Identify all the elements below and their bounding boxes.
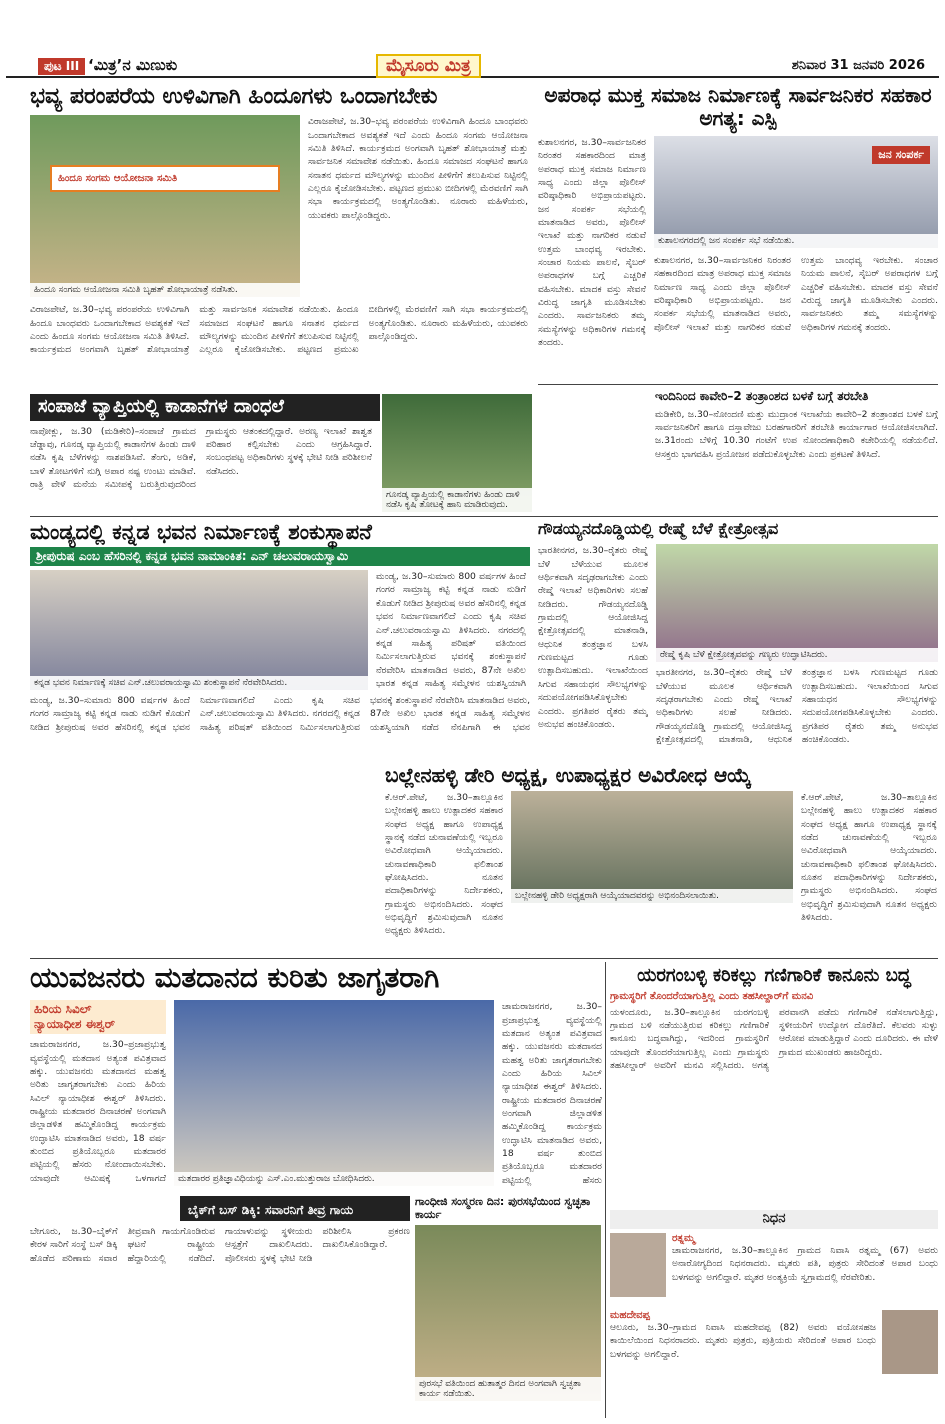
- body-text: ಚಾಮರಾಜನಗರ, ಜ.30–ಪ್ರಜಾಪ್ರಭುತ್ವ ವ್ಯವಸ್ಥೆಯಲ್ಲಿ ಮತದಾನ ಅತ್ಯಂತ ಪವಿತ್ರವಾದ ಹಕ್ಕು. ಯುವಜನರು ಮತದಾನದ ಮಹತ್ವ ಅರಿತು ಜಾಗೃತರಾಗಬೇಕು ಎಂದು ಹಿರಿಯ ಸಿವಿಲ್ ನ್ಯಾಯಾಧೀಶ ಈಶ್ವರ್ ತಿಳಿಸಿದರು. ರಾಷ್ಟ್ರೀಯ ಮತದಾರರ ದಿನಾಚರಣೆ ಅಂಗವಾಗಿ ಜಿಲ್ಲಾಡಳಿತ ಹಮ್ಮಿಕೊಂಡಿದ್ದ ಕಾರ್ಯಕ್ರಮ ಉದ್ಘಾಟಿಸಿ ಮಾತನಾಡಿದ ಅವರು, 18 ವರ್ಷ ತುಂಬಿದ ಪ್ರತಿಯೊಬ್ಬರೂ ಮತದಾರರ ಪಟ್ಟಿಯಲ್ಲಿ ಹೆಸರು ನೋಂದಾಯಿಸಬೇಕು. ಯಾವುದೇ ಆಮಿಷಕ್ಕೆ ಒಳಗಾಗದೆ: [30, 1039, 166, 1184]
- body-text-continued: ಚಾಮರಾಜನಗರ, ಜ.30–ಪ್ರಜಾಪ್ರಭುತ್ವ ವ್ಯವಸ್ಥೆಯಲ್ಲಿ ಮತದಾನ ಅತ್ಯಂತ ಪವಿತ್ರವಾದ ಹಕ್ಕು. ಯುವಜನರು ಮತದಾನದ ಮಹತ್ವ ಅರಿತು ಜಾಗೃತರಾಗಬೇಕು ಎಂದು ಹಿರಿಯ ಸಿವಿಲ್ ನ್ಯಾಯಾಧೀಶ ಈಶ್ವರ್ ತಿಳಿಸಿದರು. ರಾಷ್ಟ್ರೀಯ ಮತದಾರರ ದಿನಾಚರಣೆ ಅಂಗವಾಗಿ ಜಿಲ್ಲಾಡಳಿತ ಹಮ್ಮಿಕೊಂಡಿದ್ದ ಕಾರ್ಯಕ್ರಮ ಉದ್ಘಾಟಿಸಿ ಮಾತನಾಡಿದ ಅವರು, 18 ವರ್ಷ ತುಂಬಿದ ಪ್ರತಿಯೊಬ್ಬರೂ ಮತದಾರರ ಪಟ್ಟಿಯಲ್ಲಿ ಹೆಸರು: [502, 1001, 602, 1186]
- headline-box: [180, 1196, 410, 1221]
- body-text: ಬೇಗೂರು, ಜ.30–ಬೈಕ್‌ಗೆ ಕೇರಳ ಸಾರಿಗೆ ಸಂಸ್ಥೆ ಬಸ್ ಡಿಕ್ಕಿ ಹೊಡೆದ ಪರಿಣಾಮ ಸವಾರ ತೀವ್ರವಾಗಿ ಗಾಯಗೊಂಡಿರುವ ಘಟನೆ ರಾಷ್ಟ್ರೀಯ ಹೆದ್ದಾರಿಯಲ್ಲಿ ನಡೆದಿದೆ. ಗಾಯಾಳುವನ್ನು ಸ್ಥಳೀಯರು ಆಸ್ಪತ್ರೆಗೆ ದಾಖಲಿಸಿದರು. ಪೊಲೀಸರು ಸ್ಥಳಕ್ಕೆ ಭೇಟಿ ನೀಡಿ ಪರಿಶೀಲಿಸಿ ಪ್ರಕರಣ ದಾಖಲಿಸಿಕೊಂಡಿದ್ದಾರೆ.: [30, 1226, 410, 1264]
- body-text: ಮಡಿಕೇರಿ, ಜ.30–ನೋಂದಣಿ ಮತ್ತು ಮುದ್ರಾಂಕ ಇಲಾಖೆಯ ಕಾವೇರಿ–2 ತಂತ್ರಾಂಶದ ಬಳಕೆ ಬಗ್ಗೆ ಸಾರ್ವಜನಿಕರಿಗೆ ಹಾಗೂ ದಸ್ತಾವೇಜು ಬರಹಗಾರರಿಗೆ ತರಬೇತಿ ಕಾರ್ಯಾಗಾರ ಆಯೋಜಿಸಲಾಗಿದೆ. ಜ.31ರಂದು ಬೆಳಿಗ್ಗೆ 10.30 ಗಂಟೆಗೆ ಉಪ ನೋಂದಣಾಧಿಕಾರಿ ಕಚೇರಿಯಲ್ಲಿ ನಡೆಯಲಿದೆ. ಆಸಕ್ತರು ಭಾಗವಹಿಸಿ ಪ್ರಯೋಜನ ಪಡೆದುಕೊಳ್ಳಬೇಕು ಎಂದು ಪ್ರಕಟಣೆ ತಿಳಿಸಿದೆ.: [655, 408, 938, 460]
- photo: [656, 544, 938, 662]
- photo: [382, 394, 532, 512]
- obituary-name: ಮಹದೇವಪ್ಪ: [610, 1309, 650, 1321]
- obituary-heading: ನಿಧನ: [610, 1210, 938, 1229]
- body-text-continued: ಕುಶಾಲನಗರ, ಜ.30–ಸಾರ್ವಜನಿಕರ ನಿರಂತರ ಸಹಕಾರದಿಂದ ಮಾತ್ರ ಅಪರಾಧ ಮುಕ್ತ ಸಮಾಜ ನಿರ್ಮಾಣ ಸಾಧ್ಯ ಎಂದು ಜಿಲ್ಲಾ ಪೊಲೀಸ್ ವರಿಷ್ಠಾಧಿಕಾರಿ ಅಭಿಪ್ರಾಯಪಟ್ಟರು. ಜನ ಸಂಪರ್ಕ ಸಭೆಯಲ್ಲಿ ಮಾತನಾಡಿದ ಅವರು, ಪೊಲೀಸ್ ಇಲಾಖೆ ಮತ್ತು ನಾಗರಿಕರ ನಡುವೆ ಉತ್ತಮ ಬಾಂಧವ್ಯ ಇರಬೇಕು. ಸಂಚಾರ ನಿಯಮ ಪಾಲನೆ, ಸೈಬರ್ ಅಪರಾಧಗಳ ಬಗ್ಗೆ ಎಚ್ಚರಿಕೆ ವಹಿಸಬೇಕು. ಮಾದಕ ವಸ್ತು ಸೇವನೆ ವಿರುದ್ಧ ಜಾಗೃತಿ ಮೂಡಿಸಬೇಕು ಎಂದರು. ಸಾರ್ವಜನಿಕರು ತಮ್ಮ ಸಮಸ್ಯೆಗಳನ್ನು ಅಧಿಕಾರಿಗಳ ಗಮನಕ್ಕೆ ತಂದರು.: [654, 255, 938, 333]
- photo: [30, 115, 300, 297]
- photo-caption: ಪುರಸಭೆ ವತಿಯಿಂದ ಹುತಾತ್ಮರ ದಿನದ ಅಂಗವಾಗಿ ಸ್ವಚ್ಛತಾ ಕಾರ್ಯ ನಡೆಯಿತು.: [415, 1377, 601, 1401]
- kicker-line: ನ್ಯಾಯಾಧೀಶ ಈಶ್ವರ್: [34, 1017, 115, 1032]
- headline: ಯುವಜನರು ಮತದಾನದ ಕುರಿತು ಜಾಗೃತರಾಗಿ: [30, 962, 440, 994]
- story-crime-free-society: [538, 84, 938, 384]
- obituary-name: ರತ್ನಮ್ಮ: [672, 1232, 695, 1244]
- body-text: ಯಳಂದೂರು, ಜ.30–ತಾಲ್ಲೂಕಿನ ಯರಗಂಬಳ್ಳಿ ಗ್ರಾಮದ ಬಳಿ ನಡೆಯುತ್ತಿರುವ ಕರಿಕಲ್ಲು ಗಣಿಗಾರಿಕೆ ಕಾನೂನು ಬದ್ಧವಾಗಿದ್ದು, ಇದರಿಂದ ಗ್ರಾಮಸ್ಥರಿಗೆ ಯಾವುದೇ ತೊಂದರೆಯಾಗುತ್ತಿಲ್ಲ ಎಂದು ಗ್ರಾಮಸ್ಥರು ತಹಸೀಲ್ದಾರ್ ಅವರಿಗೆ ಮನವಿ ಸಲ್ಲಿಸಿದರು. ಅಗತ್ಯ ಪರವಾನಗಿ ಪಡೆದು ಗಣಿಗಾರಿಕೆ ನಡೆಸಲಾಗುತ್ತಿದ್ದು, ಸ್ಥಳೀಯರಿಗೆ ಉದ್ಯೋಗ ದೊರೆತಿದೆ. ಕೆಲವರು ಸುಳ್ಳು ಆರೋಪ ಮಾಡುತ್ತಿದ್ದಾರೆ ಎಂದು ದೂರಿದರು. ಈ ವೇಳೆ ಗ್ರಾಮದ ಮುಖಂಡರು ಹಾಜರಿದ್ದರು.: [610, 1006, 938, 1072]
- photo-caption: ಕನ್ನಡ ಭವನ ನಿರ್ಮಾಣಕ್ಕೆ ಸಚಿವ ಎನ್.ಚಲುವರಾಯಸ್ವಾಮಿ ಶಂಕುಸ್ಥಾಪನೆ ನೆರವೇರಿಸಿದರು.: [30, 676, 368, 690]
- obituary-section: [610, 1210, 938, 1418]
- story-elephant-menace: [30, 394, 650, 514]
- headline: ಸಂಪಾಜೆ ವ್ಯಾಪ್ತಿಯಲ್ಲಿ ಕಾಡಾನೆಗಳ ದಾಂಧಲೆ: [38, 396, 284, 417]
- story-kannada-bhavana: [30, 520, 530, 760]
- photo-caption: ಮತದಾರರ ಪ್ರತಿಜ್ಞಾವಿಧಿಯನ್ನು ಎಸ್.ಎಂ.ಮುತ್ತುರಾಜ ಬೋಧಿಸಿದರು.: [174, 1172, 494, 1186]
- photo-caption: ರೇಷ್ಮೆ ಕೃಷಿ ಬೆಳೆ ಕ್ಷೇತ್ರೋತ್ಸವವನ್ನು ಗಣ್ಯರು ಉದ್ಘಾಟಿಸಿದರು.: [656, 648, 938, 662]
- body-text: ಕುಶಾಲನಗರ, ಜ.30–ಸಾರ್ವಜನಿಕರ ನಿರಂತರ ಸಹಕಾರದಿಂದ ಮಾತ್ರ ಅಪರಾಧ ಮುಕ್ತ ಸಮಾಜ ನಿರ್ಮಾಣ ಸಾಧ್ಯ ಎಂದು ಜಿಲ್ಲಾ ಪೊಲೀಸ್ ವರಿಷ್ಠಾಧಿಕಾರಿ ಅಭಿಪ್ರಾಯಪಟ್ಟರು. ಜನ ಸಂಪರ್ಕ ಸಭೆಯಲ್ಲಿ ಮಾತನಾಡಿದ ಅವರು, ಪೊಲೀಸ್ ಇಲಾಖೆ ಮತ್ತು ನಾಗರಿಕರ ನಡುವೆ ಉತ್ತಮ ಬಾಂಧವ್ಯ ಇರಬೇಕು. ಸಂಚಾರ ನಿಯಮ ಪಾಲನೆ, ಸೈಬರ್ ಅಪರಾಧಗಳ ಬಗ್ಗೆ ಎಚ್ಚರಿಕೆ ವಹಿಸಬೇಕು. ಮಾದಕ ವಸ್ತು ಸೇವನೆ ವಿರುದ್ಧ ಜಾಗೃತಿ ಮೂಡಿಸಬೇಕು ಎಂದರು. ಸಾರ್ವಜನಿಕರು ತಮ್ಮ ಸಮಸ್ಯೆಗಳನ್ನು ಅಧಿಕಾರಿಗಳ ಗಮನಕ್ಕೆ ತಂದರು.: [538, 137, 646, 349]
- headline: ಇಂದಿನಿಂದ ಕಾವೇರಿ–2 ತಂತ್ರಾಂಶದ ಬಳಕೆ ಬಗ್ಗೆ ತರಬೇತಿ: [655, 390, 869, 403]
- story-gandhi-cleanliness: [415, 1196, 601, 1418]
- body-text-continued: ಮಂಡ್ಯ, ಜ.30–ಸುಮಾರು 800 ವರ್ಷಗಳ ಹಿಂದೆ ಗಂಗರ ಸಾಮ್ರಾಜ್ಯ ಕಟ್ಟಿ ಕನ್ನಡ ನಾಡು ನುಡಿಗೆ ಕೊಡುಗೆ ನೀಡಿದ ಶ್ರೀಪುರುಷ ಅವರ ಹೆಸರಿನಲ್ಲಿ ಕನ್ನಡ ಭವನ ನಿರ್ಮಾಣವಾಗಲಿದೆ ಎಂದು ಕೃಷಿ ಸಚಿವ ಎನ್.ಚಲುವರಾಯಸ್ವಾಮಿ ತಿಳಿಸಿದರು. ನಗರದಲ್ಲಿ ಕನ್ನಡ ಸಾಹಿತ್ಯ ಪರಿಷತ್ ವತಿಯಿಂದ ನಿರ್ಮಿಸಲಾಗುತ್ತಿರುವ ಭವನಕ್ಕೆ ಶಂಕುಸ್ಥಾಪನೆ ನೆರವೇರಿಸಿ ಮಾತನಾಡಿದ ಅವರು, 87ನೇ ಅಖಿಲ ಭಾರತ ಕನ್ನಡ ಸಾಹಿತ್ಯ ಸಮ್ಮೇಳನ ಯಶಸ್ವಿಯಾಗಿ ನಡೆದ ನೆನಪಿಗಾಗಿ ಈ ಭವನ: [30, 695, 530, 733]
- body-text: ಭಾರತೀನಗರ, ಜ.30–ರೈತರು ರೇಷ್ಮೆ ಬೆಳೆ ಬೆಳೆಯುವ ಮೂಲಕ ಆರ್ಥಿಕವಾಗಿ ಸದೃಢರಾಗಬೇಕು ಎಂದು ರೇಷ್ಮೆ ಇಲಾಖೆ ಅಧಿಕಾರಿಗಳು ಸಲಹೆ ನೀಡಿದರು. ಗೌಡಯ್ಯನದೊಡ್ಡಿ ಗ್ರಾಮದಲ್ಲಿ ಆಯೋಜಿಸಿದ್ದ ಕ್ಷೇತ್ರೋತ್ಸವದಲ್ಲಿ ಮಾತನಾಡಿ, ಆಧುನಿಕ ತಂತ್ರಜ್ಞಾನ ಬಳಸಿ ಗುಣಮಟ್ಟದ ಗೂಡು ಉತ್ಪಾದಿಸಬಹುದು. ಇಲಾಖೆಯಿಂದ ಸಿಗುವ ಸಹಾಯಧನ ಸೌಲಭ್ಯಗಳನ್ನು ಸದುಪಯೋಗಪಡಿಸಿಕೊಳ್ಳಬೇಕು ಎಂದರು. ಪ್ರಗತಿಪರ ರೈತರು ತಮ್ಮ ಅನುಭವ ಹಂಚಿಕೊಂಡರು.: [538, 545, 648, 730]
- kicker: ಗ್ರಾಮಸ್ಥರಿಗೆ ತೊಂದರೆಯಾಗುತ್ತಿಲ್ಲ ಎಂದು ತಹಸೀಲ್ದಾರ್‌ಗೆ ಮನವಿ: [610, 990, 814, 1002]
- headline: ಬೈಕ್‌ಗೆ ಬಸ್ ಡಿಕ್ಕಿ: ಸವಾರನಿಗೆ ತೀವ್ರ ಗಾಯ: [188, 1203, 354, 1217]
- photo-caption: ಕುಶಾಲನಗರದಲ್ಲಿ ಜನ ಸಂಪರ್ಕ ಸಭೆ ನಡೆಯಿತು.: [654, 234, 938, 248]
- obituary-photo: [610, 1233, 666, 1297]
- body-text-continued: ಭಾರತೀನಗರ, ಜ.30–ರೈತರು ರೇಷ್ಮೆ ಬೆಳೆ ಬೆಳೆಯುವ ಮೂಲಕ ಆರ್ಥಿಕವಾಗಿ ಸದೃಢರಾಗಬೇಕು ಎಂದು ರೇಷ್ಮೆ ಇಲಾಖೆ ಅಧಿಕಾರಿಗಳು ಸಲಹೆ ನೀಡಿದರು. ಗೌಡಯ್ಯನದೊಡ್ಡಿ ಗ್ರಾಮದಲ್ಲಿ ಆಯೋಜಿಸಿದ್ದ ಕ್ಷೇತ್ರೋತ್ಸವದಲ್ಲಿ ಮಾತನಾಡಿ, ಆಧುನಿಕ ತಂತ್ರಜ್ಞಾನ ಬಳಸಿ ಗುಣಮಟ್ಟದ ಗೂಡು ಉತ್ಪಾದಿಸಬಹುದು. ಇಲಾಖೆಯಿಂದ ಸಿಗುವ ಸಹಾಯಧನ ಸೌಲಭ್ಯಗಳನ್ನು ಸದುಪಯೋಗಪಡಿಸಿಕೊಳ್ಳಬೇಕು ಎಂದರು. ಪ್ರಗತಿಪರ ರೈತರು ತಮ್ಮ ಅನುಭವ ಹಂಚಿಕೊಂಡರು.: [656, 667, 938, 746]
- story-kaveri-training: [655, 390, 938, 510]
- body-text: ನಾಪೋಕ್ಲು, ಜ.30 (ಮಡಿಕೇರಿ)–ಸಂಪಾಜೆ ಗ್ರಾಮದ ಚೆಡ್ಡಾವು, ಗೂನಡ್ಕ ವ್ಯಾಪ್ತಿಯಲ್ಲಿ ಕಾಡಾನೆಗಳ ಹಿಂಡು ದಾಳಿ ನಡೆಸಿ ಕೃಷಿ ಬೆಳೆಗಳನ್ನು ನಾಶಪಡಿಸಿವೆ. ತೆಂಗು, ಅಡಿಕೆ, ಬಾಳೆ ತೋಟಗಳಿಗೆ ನುಗ್ಗಿ ಅಪಾರ ನಷ್ಟ ಉಂಟು ಮಾಡಿವೆ. ರಾತ್ರಿ ವೇಳೆ ಮನೆಯ ಸಮೀಪಕ್ಕೆ ಬರುತ್ತಿರುವುದರಿಂದ ಗ್ರಾಮಸ್ಥರು ಆತಂಕದಲ್ಲಿದ್ದಾರೆ. ಅರಣ್ಯ ಇಲಾಖೆ ಶಾಶ್ವತ ಪರಿಹಾರ ಕಲ್ಪಿಸಬೇಕು ಎಂದು ಆಗ್ರಹಿಸಿದ್ದಾರೆ. ಸಂಬಂಧಪಟ್ಟ ಅಧಿಕಾರಿಗಳು ಸ್ಥಳಕ್ಕೆ ಭೇಟಿ ನೀಡಿ ಪರಿಶೀಲನೆ ನಡೆಸಿದರು.: [30, 425, 372, 491]
- photo: [511, 791, 793, 903]
- photo: [415, 1225, 601, 1401]
- obituary-text: ಆಲೂರು, ಜ.30–ಗ್ರಾಮದ ನಿವಾಸಿ ಮಹದೇವಪ್ಪ (82) ಅವರು ವಯೋಸಹಜ ಕಾಯಿಲೆಯಿಂದ ನಿಧನರಾದರು. ಮೃತರು ಪುತ್ರರು, ಪುತ್ರಿಯರು ಸೇರಿದಂತೆ ಅಪಾರ ಬಂಧು ಬಳಗವನ್ನು ಅಗಲಿದ್ದಾರೆ.: [610, 1321, 876, 1360]
- story-stone-quarry: [610, 966, 938, 1206]
- photo: [174, 1000, 494, 1186]
- headline: ಯರಗಂಬಳ್ಳಿ ಕರಿಕಲ್ಲು ಗಣಿಗಾರಿಕೆ ಕಾನೂನು ಬದ್ಧ: [637, 966, 911, 986]
- headline: ಅಪರಾಧ ಮುಕ್ತ ಸಮಾಜ ನಿರ್ಮಾಣಕ್ಕೆ ಸಾರ್ವಜನಿಕರ ಸಹಕಾರ ಅಗತ್ಯ: ಎಸ್ಪಿ: [544, 84, 932, 130]
- headline: ಗೌಡಯ್ಯನದೊಡ್ಡಿಯಲ್ಲಿ ರೇಷ್ಮೆ ಬೆಳೆ ಕ್ಷೇತ್ರೋತ್ಸವ: [538, 520, 779, 538]
- story-bus-accident: [30, 1196, 410, 1418]
- body-text-continued: ವಿರಾಜಪೇಟೆ, ಜ.30–ಭವ್ಯ ಪರಂಪರೆಯ ಉಳಿವಿಗಾಗಿ ಹಿಂದೂ ಬಾಂಧವರು ಒಂದಾಗಬೇಕಾದ ಅವಶ್ಯಕತೆ ಇದೆ ಎಂದು ಹಿಂದೂ ಸಂಗಮ ಆಯೋಜನಾ ಸಮಿತಿ ತಿಳಿಸಿದೆ. ಕಾರ್ಯಕ್ರಮದ ಅಂಗವಾಗಿ ಬೃಹತ್ ಶೋಭಾಯಾತ್ರೆ ಮತ್ತು ಸಾರ್ವಜನಿಕ ಸಮಾವೇಶ ನಡೆಯಿತು. ಹಿಂದೂ ಸಮಾಜದ ಸಂಘಟನೆ ಹಾಗೂ ಸನಾತನ ಧರ್ಮದ ಮೌಲ್ಯಗಳನ್ನು ಮುಂದಿನ ಪೀಳಿಗೆಗೆ ತಲುಪಿಸುವ ನಿಟ್ಟಿನಲ್ಲಿ ಎಲ್ಲರೂ ಕೈಜೋಡಿಸಬೇಕು. ಪಟ್ಟಣದ ಪ್ರಮುಖ ಬೀದಿಗಳಲ್ಲಿ ಮೆರವಣಿಗೆ ಸಾಗಿ ಸಭಾ ಕಾರ್ಯಕ್ರಮದಲ್ಲಿ ಅಂತ್ಯಗೊಂಡಿತು. ನೂರಾರು ಮಹಿಳೆಯರು, ಯುವಕರು ಪಾಲ್ಗೊಂಡಿದ್ದರು.: [30, 304, 528, 356]
- story-dairy-election: [385, 764, 938, 954]
- kicker-line: ಹಿರಿಯ ಸಿವಿಲ್: [34, 1002, 92, 1017]
- kicker: [30, 1000, 166, 1034]
- banner-text: ಹಿಂದೂ ಸಂಗಮ ಆಯೋಜನಾ ಸಮಿತಿ: [50, 165, 280, 192]
- issue-date: ಶನಿವಾರ 31 ಜನವರಿ 2026: [791, 58, 925, 73]
- body-text: ವಿರಾಜಪೇಟೆ, ಜ.30–ಭವ್ಯ ಪರಂಪರೆಯ ಉಳಿವಿಗಾಗಿ ಹಿಂದೂ ಬಾಂಧವರು ಒಂದಾಗಬೇಕಾದ ಅವಶ್ಯಕತೆ ಇದೆ ಎಂದು ಹಿಂದೂ ಸಂಗಮ ಆಯೋಜನಾ ಸಮಿತಿ ತಿಳಿಸಿದೆ. ಕಾರ್ಯಕ್ರಮದ ಅಂಗವಾಗಿ ಬೃಹತ್ ಶೋಭಾಯಾತ್ರೆ ಮತ್ತು ಸಾರ್ವಜನಿಕ ಸಮಾವೇಶ ನಡೆಯಿತು. ಹಿಂದೂ ಸಮಾಜದ ಸಂಘಟನೆ ಹಾಗೂ ಸನಾತನ ಧರ್ಮದ ಮೌಲ್ಯಗಳನ್ನು ಮುಂದಿನ ಪೀಳಿಗೆಗೆ ತಲುಪಿಸುವ ನಿಟ್ಟಿನಲ್ಲಿ ಎಲ್ಲರೂ ಕೈಜೋಡಿಸಬೇಕು. ಪಟ್ಟಣದ ಪ್ರಮುಖ ಬೀದಿಗಳಲ್ಲಿ ಮೆರವಣಿಗೆ ಸಾಗಿ ಸಭಾ ಕಾರ್ಯಕ್ರಮದಲ್ಲಿ ಅಂತ್ಯಗೊಂಡಿತು. ನೂರಾರು ಮಹಿಳೆಯರು, ಯುವಕರು ಪಾಲ್ಗೊಂಡಿದ್ದರು.: [308, 116, 528, 221]
- photo-caption: ಗೂನಡ್ಕ ವ್ಯಾಪ್ತಿಯಲ್ಲಿ ಕಾಡಾನೆಗಳು ಹಿಂಡು ದಾಳಿ ನಡೆಸಿ ಕೃಷಿ ತೋಟಕ್ಕೆ ಹಾನಿ ಮಾಡಿರುವುದು.: [382, 488, 532, 512]
- headline: ಗಾಂಧೀಜಿ ಸಂಸ್ಮರಣ ದಿನ: ಪುರಸಭೆಯಿಂದ ಸ್ವಚ್ಛತಾ ಕಾರ್ಯ: [415, 1196, 591, 1221]
- headline: ಮಂಡ್ಯದಲ್ಲಿ ಕನ್ನಡ ಭವನ ನಿರ್ಮಾಣಕ್ಕೆ ಶಂಕುಸ್ಥಾಪನೆ: [30, 520, 372, 544]
- strap: ಶ್ರೀಪುರುಷ ಎಂಬ ಹೆಸರಿನಲ್ಲಿ ಕನ್ನಡ ಭವನ ನಾಮಾಂಕಿತ: ಎನ್ ಚಲುವರಾಯಸ್ವಾಮಿ: [30, 547, 530, 566]
- photo-sign: ಜನ ಸಂಪರ್ಕ: [872, 146, 930, 164]
- headline-box: [30, 394, 380, 421]
- body-text: ಕೆ.ಆರ್.ಪೇಟೆ, ಜ.30–ತಾಲ್ಲೂಕಿನ ಬಲ್ಲೇನಹಳ್ಳಿ ಹಾಲು ಉತ್ಪಾದಕರ ಸಹಕಾರ ಸಂಘದ ಅಧ್ಯಕ್ಷ ಹಾಗೂ ಉಪಾಧ್ಯಕ್ಷ ಸ್ಥಾನಕ್ಕೆ ನಡೆದ ಚುನಾವಣೆಯಲ್ಲಿ ಇಬ್ಬರೂ ಅವಿರೋಧವಾಗಿ ಆಯ್ಕೆಯಾದರು. ಚುನಾವಣಾಧಿಕಾರಿ ಫಲಿತಾಂಶ ಘೋಷಿಸಿದರು. ನೂತನ ಪದಾಧಿಕಾರಿಗಳನ್ನು ನಿರ್ದೇಶಕರು, ಗ್ರಾಮಸ್ಥರು ಅಭಿನಂದಿಸಿದರು. ಸಂಘದ ಅಭಿವೃದ್ಧಿಗೆ ಶ್ರಮಿಸುವುದಾಗಿ ನೂತನ ಅಧ್ಯಕ್ಷರು ತಿಳಿಸಿದರು.: [385, 792, 503, 937]
- story-hindu-sangama: [30, 84, 528, 390]
- photo-caption: ಬಲ್ಲೇನಹಳ್ಳಿ ಡೇರಿ ಅಧ್ಯಕ್ಷರಾಗಿ ಆಯ್ಕೆಯಾದವರನ್ನು ಅಭಿನಂದಿಸಲಾಯಿತು.: [511, 889, 793, 903]
- obituary-text: ಚಾಮರಾಜನಗರ, ಜ.30–ತಾಲ್ಲೂಕಿನ ಗ್ರಾಮದ ನಿವಾಸಿ ರತ್ನಮ್ಮ (67) ಅವರು ಅನಾರೋಗ್ಯದಿಂದ ನಿಧನರಾದರು. ಮೃತರು ಪತಿ, ಪುತ್ರರು ಸೇರಿದಂತೆ ಅಪಾರ ಬಂಧು ಬಳಗವನ್ನು ಅಗಲಿದ್ದಾರೆ. ಮೃತರ ಅಂತ್ಯಕ್ರಿಯೆ ಸ್ವಗ್ರಾಮದಲ್ಲಿ ನೆರವೇರಿತು.: [672, 1244, 938, 1283]
- masthead: [6, 6, 939, 78]
- page-label: ಪುಟ III: [38, 58, 85, 75]
- photo: [30, 570, 368, 690]
- newspaper-logo: ಮೈಸೂರು ಮಿತ್ರ: [376, 54, 481, 78]
- headline: ಬಲ್ಲೇನಹಳ್ಳಿ ಡೇರಿ ಅಧ್ಯಕ್ಷ, ಉಪಾಧ್ಯಕ್ಷರ ಅವಿರೋಧ ಆಯ್ಕೆ: [385, 764, 752, 787]
- section-title: ‘ಮಿತ್ರ’ನ ಮಿಣುಕು: [88, 56, 178, 74]
- body-text-continued: ಕೆ.ಆರ್.ಪೇಟೆ, ಜ.30–ತಾಲ್ಲೂಕಿನ ಬಲ್ಲೇನಹಳ್ಳಿ ಹಾಲು ಉತ್ಪಾದಕರ ಸಹಕಾರ ಸಂಘದ ಅಧ್ಯಕ್ಷ ಹಾಗೂ ಉಪಾಧ್ಯಕ್ಷ ಸ್ಥಾನಕ್ಕೆ ನಡೆದ ಚುನಾವಣೆಯಲ್ಲಿ ಇಬ್ಬರೂ ಅವಿರೋಧವಾಗಿ ಆಯ್ಕೆಯಾದರು. ಚುನಾವಣಾಧಿಕಾರಿ ಫಲಿತಾಂಶ ಘೋಷಿಸಿದರು. ನೂತನ ಪದಾಧಿಕಾರಿಗಳನ್ನು ನಿರ್ದೇಶಕರು, ಗ್ರಾಮಸ್ಥರು ಅಭಿನಂದಿಸಿದರು. ಸಂಘದ ಅಭಿವೃದ್ಧಿಗೆ ಶ್ರಮಿಸುವುದಾಗಿ ನೂತನ ಅಧ್ಯಕ್ಷರು ತಿಳಿಸಿದರು.: [801, 792, 937, 924]
- story-youth-voting: [30, 962, 602, 1192]
- obituary-photo: [882, 1310, 938, 1374]
- story-silk-festival: [538, 520, 938, 760]
- photo: [654, 136, 938, 248]
- headline: ಭವ್ಯ ಪರಂಪರೆಯ ಉಳಿವಿಗಾಗಿ ಹಿಂದೂಗಳು ಒಂದಾಗಬೇಕು: [30, 84, 438, 109]
- photo-caption: ಹಿಂದೂ ಸಂಗಮ ಆಯೋಜನಾ ಸಮಿತಿ ಬೃಹತ್ ಶೋಭಾಯಾತ್ರೆ ನಡೆಸಿತು.: [30, 283, 300, 297]
- body-text: ಮಂಡ್ಯ, ಜ.30–ಸುಮಾರು 800 ವರ್ಷಗಳ ಹಿಂದೆ ಗಂಗರ ಸಾಮ್ರಾಜ್ಯ ಕಟ್ಟಿ ಕನ್ನಡ ನಾಡು ನುಡಿಗೆ ಕೊಡುಗೆ ನೀಡಿದ ಶ್ರೀಪುರುಷ ಅವರ ಹೆಸರಿನಲ್ಲಿ ಕನ್ನಡ ಭವನ ನಿರ್ಮಾಣವಾಗಲಿದೆ ಎಂದು ಕೃಷಿ ಸಚಿವ ಎನ್.ಚಲುವರಾಯಸ್ವಾಮಿ ತಿಳಿಸಿದರು. ನಗರದಲ್ಲಿ ಕನ್ನಡ ಸಾಹಿತ್ಯ ಪರಿಷತ್ ವತಿಯಿಂದ ನಿರ್ಮಿಸಲಾಗುತ್ತಿರುವ ಭವನಕ್ಕೆ ಶಂಕುಸ್ಥಾಪನೆ ನೆರವೇರಿಸಿ ಮಾತನಾಡಿದ ಅವರು, 87ನೇ ಅಖಿಲ ಭಾರತ ಕನ್ನಡ ಸಾಹಿತ್ಯ ಸಮ್ಮೇಳನ ಯಶಸ್ವಿಯಾಗಿ: [376, 571, 526, 689]
